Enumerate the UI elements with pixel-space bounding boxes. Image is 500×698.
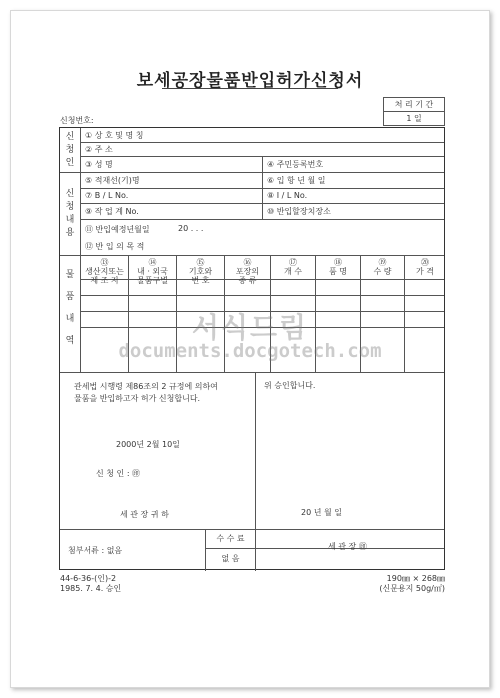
field-il-number: ⑧ I / L No.	[267, 191, 308, 200]
field-bl-number: ⑦ B / L No.	[85, 191, 129, 200]
application-number-label: 신청번호:	[60, 116, 94, 125]
form-approval-date: 1985. 7. 4. 승인	[60, 584, 122, 593]
col-quantity-count: ⑰ 개 수	[284, 258, 302, 276]
form-title: 보세공장물품반입허가신청서	[136, 71, 364, 91]
paper-type: (신문용지 50g/㎡)	[379, 584, 445, 593]
title-underline	[162, 88, 338, 89]
request-text: 관세법 시행령 제86조의 2 규정에 의하여 물품을 반입하고자 허가 신청합니다.	[74, 382, 218, 403]
fee-value: 없 음	[221, 554, 240, 563]
field-name: ③ 성 명	[85, 160, 113, 169]
col-origin: ⑬ 생산지또는 제 조 지	[85, 258, 124, 285]
addressee: 세 관 장 귀 하	[120, 510, 169, 519]
field-purpose: ⑫ 반 입 의 목 적	[85, 242, 145, 251]
col-price: ⑳ 가 격	[416, 258, 434, 276]
scheduled-date-template: 20 . . .	[178, 224, 204, 233]
col-item-name: ⑱ 품 명	[329, 258, 347, 276]
approval-signature: 세 관 장 ㊞	[328, 542, 367, 551]
processing-period-value: 1 일	[384, 112, 445, 126]
watermark-url: documents.docgotech.com	[118, 340, 382, 362]
field-company-name: ① 상 호 및 명 칭	[85, 131, 144, 140]
goods-section-label: 물 품 내 역	[65, 270, 75, 346]
field-work-plan-number: ⑨ 작 업 계 No.	[85, 207, 139, 216]
col-domestic-foreign: ⑭ 내 · 외국 물품구별	[137, 258, 168, 285]
col-package-type: ⑯ 포장의 종 류	[235, 258, 260, 285]
field-address: ② 주 소	[85, 145, 113, 154]
processing-period-header: 처 리 기 간	[384, 98, 445, 112]
field-arrival-date: ⑥ 입 항 년 월 일	[267, 176, 326, 185]
field-vessel-name: ⑤ 적재선(기)명	[85, 176, 140, 185]
applicant-section-label: 신 청 인	[65, 132, 75, 168]
approval-date: 20 년 월 일	[301, 508, 342, 517]
form-code: 44-6-36-(인)-2	[60, 574, 117, 583]
col-mark-number: ⑮ 기호와 번 호	[188, 258, 213, 285]
approval-text: 위 승인합니다.	[264, 381, 316, 390]
col-volume: ⑲ 수 량	[373, 258, 392, 276]
field-scheduled-date: ⑪ 반입예정년월일	[85, 225, 150, 234]
watermark-title: 서식드림	[191, 311, 309, 344]
request-date: 2000년 2월 10일	[116, 440, 180, 449]
field-storage-location: ⑩ 반입할장치장소	[267, 207, 331, 216]
applicant-signature: 신 청 인 : ㊞	[96, 469, 141, 478]
details-section-label: 신 청 내 용	[65, 189, 75, 238]
processing-period-box	[383, 97, 445, 126]
paper-size: 190㎜ × 268㎜	[386, 574, 445, 583]
fee-label: 수 수 료	[216, 534, 245, 543]
field-resident-number: ④ 주민등록번호	[267, 160, 324, 169]
attachments: 첨부서류 : 없음	[68, 546, 123, 555]
